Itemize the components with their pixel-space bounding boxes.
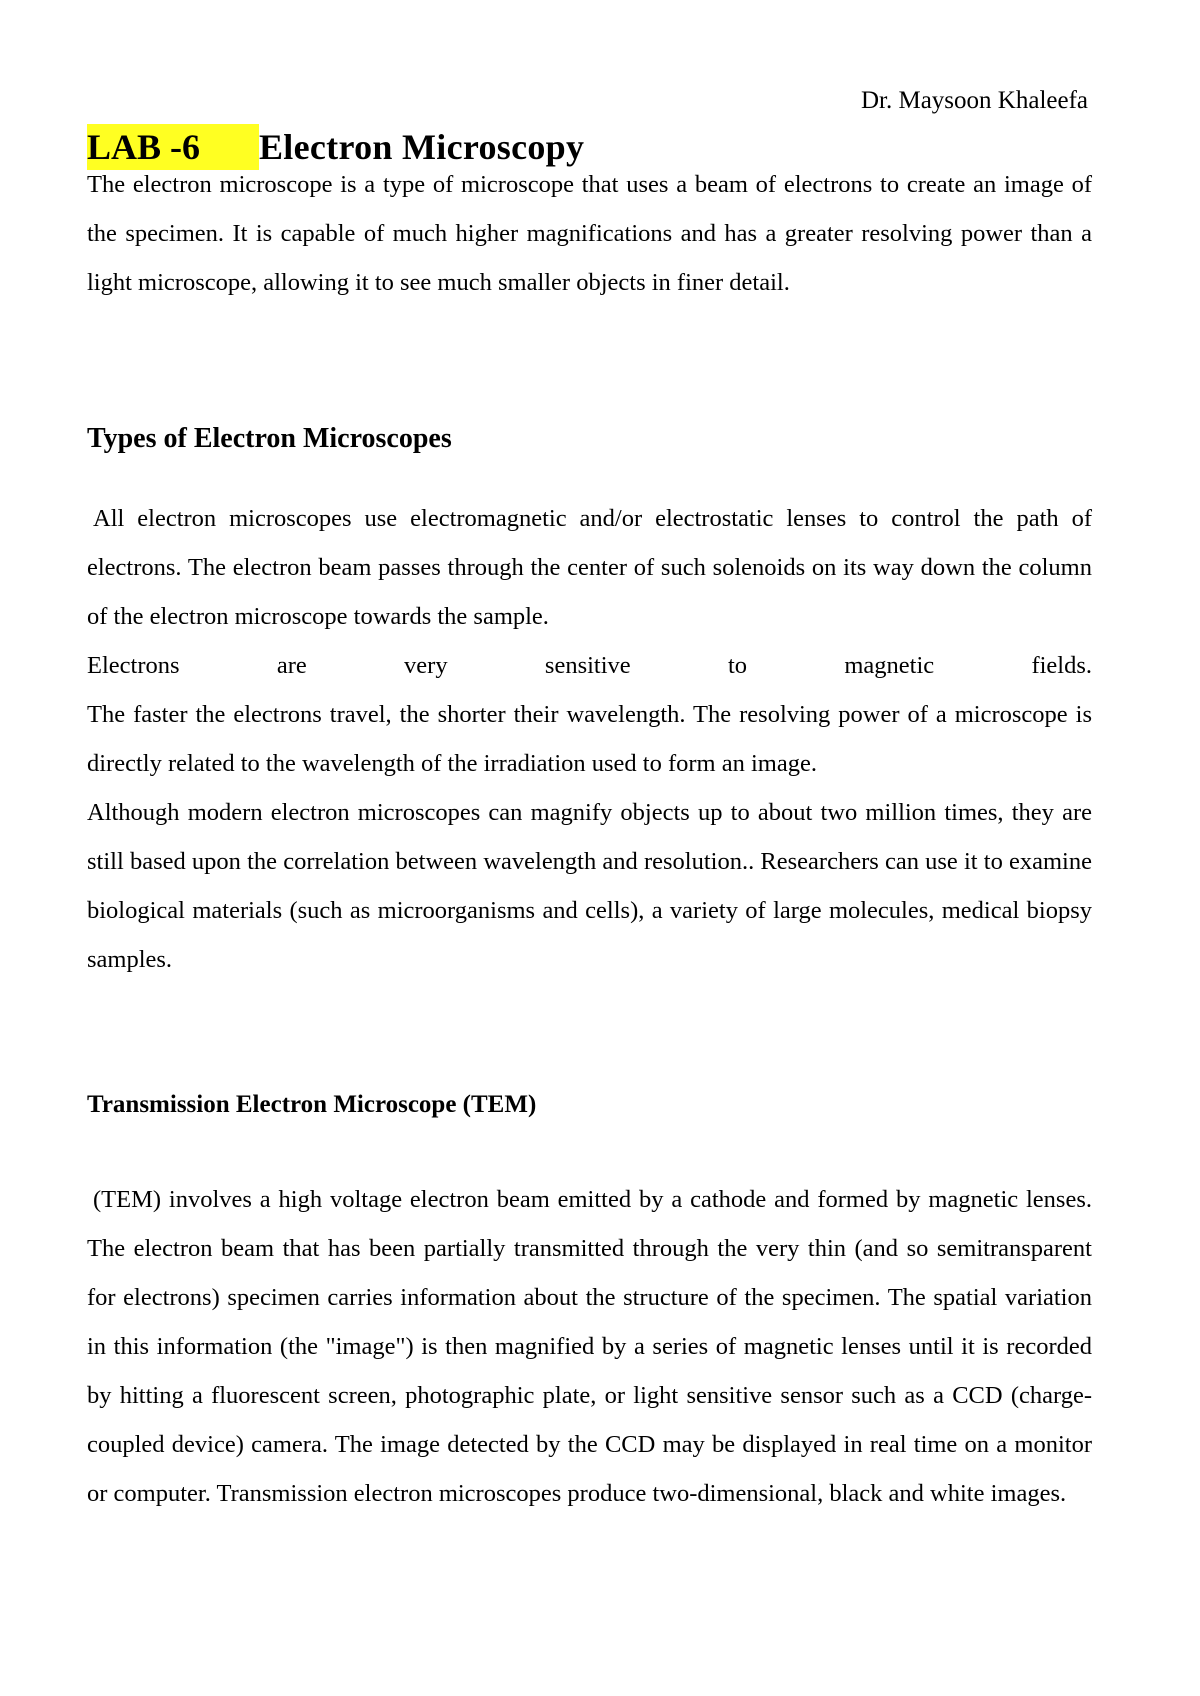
types-section [87, 494, 1092, 984]
lab-name: Electron Microscopy [259, 127, 585, 167]
lab-number: LAB -6 [87, 124, 259, 170]
types-paragraph-4: Although modern electron microscopes can magnify objects up to about two million times, they are still based upon the correlation between wavelength and resolution.. Researchers can use it to examine biological materials (such as microorganisms and cells), a variety of large molecules, medical biopsy samples. [87, 799, 1092, 973]
tem-paragraph: (TEM) involves a high voltage electron beam emitted by a cathode and formed by magnetic lenses. The electron beam that has been partially transmitted through the very thin (and so semitransparent for electrons) specimen carries information about the structure of the specimen. The spatial variation in this information (the "image") is then magnified by a series of magnetic lenses until it is recorded by hitting a fluorescent screen, photographic plate, or light sensitive sensor such as a CCD (charge-coupled device) camera. The image detected by the CCD may be displayed in real time on a monitor or computer. Transmission electron microscopes produce two-dimensional, black and white images. [87, 1186, 1092, 1507]
tem-heading: Transmission Electron Microscope (TEM) [87, 1091, 537, 1118]
intro-section [87, 160, 1092, 307]
author-name: Dr. Maysoon Khaleefa [860, 87, 1088, 114]
types-paragraph-3: The faster the electrons travel, the shorter their wavelength. The resolving power of a microscope is directly related to the wavelength of the irradiation used to form an image. [87, 701, 1092, 777]
intro-paragraph: The electron microscope is a type of microscope that uses a beam of electrons to create an image of the specimen. It is capable of much higher magnifications and has a greater resolving power than a light microscope, allowing it to see much smaller objects in finer detail. [87, 171, 1092, 296]
types-paragraph-1: All electron microscopes use electromagnetic and/or electrostatic lenses to control the path of electrons. The electron beam passes through the center of such solenoids on its way down the column of the electron microscope towards the sample. [87, 505, 1092, 630]
types-heading: Types of Electron Microscopes [87, 423, 452, 454]
types-paragraph-2: Electrons are very sensitive to magnetic fields. [87, 652, 1092, 679]
tem-section [87, 1175, 1092, 1518]
